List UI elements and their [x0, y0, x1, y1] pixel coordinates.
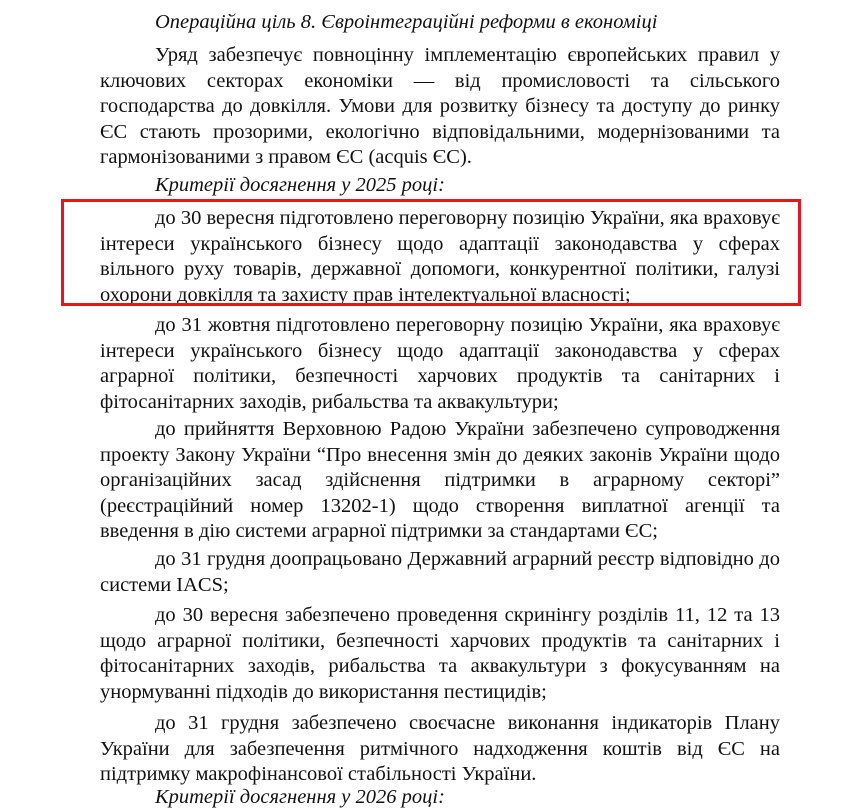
criterion-item: до 31 грудня доопрацьовано Державний аграрний реєстр відповідно до системи IACS;	[100, 548, 780, 596]
goal-heading: Операційна ціль 8. Євроінтеграційні реформи в економіці	[155, 11, 658, 33]
criterion-item: до 30 вересня підготовлено переговорну позицію України, яка враховує інтереси українського бізнесу щодо адаптації законодавства у сферах вільного руху товарів, державної допомоги, конкурентної політики, галузі охорони довкілля та захисту прав інтелектуальної власності;	[100, 207, 780, 306]
criterion-item: до 30 вересня забезпечено проведення скринінгу розділів 11, 12 та 13 щодо аграрної політики, безпечності харчових продуктів та санітарних і фітосанітарних заходів, рибальства та аквакультури з фокусуванням на унормуванні підходів до використання пестицидів;	[100, 604, 780, 703]
criteria-heading: Критерії досягнення у 2025 році:	[155, 174, 445, 196]
intro-paragraph: Уряд забезпечує повноцінну імплементацію європейських правил у ключових секторах економіки — від промисловості та сільського господарства до довкілля. Умови для розвитку бізнесу та доступу до ринку ЄС стають прозорими, екологічно відповідальними, модернізованими та гармонізованими з правом ЄС (acquis ЄС).	[100, 44, 780, 169]
criterion-item: до прийняття Верховною Радою України забезпечено супроводження проекту Закону України “Про внесення змін до деяких законів України щодо організаційних засад здійснення підтримки в аграрному секторі” (реєстраційний номер 13202-1) щодо створення виплатної агенції та введення в дію системи аграрної підтримки за стандартами ЄС;	[100, 418, 780, 543]
criterion-item: до 31 грудня забезпечено своєчасне виконання індикаторів Плану України для забезпечення ритмічного надходження коштів від ЄС на підтримку макрофінансової стабільності України.	[100, 712, 780, 786]
next-criteria-heading: Критерії досягнення у 2026 році:	[155, 786, 445, 808]
criterion-item: до 31 жовтня підготовлено переговорну позицію України, яка враховує інтереси українського бізнесу щодо адаптації законодавства у сферах аграрної політики, безпечності харчових продуктів та санітарних і фітосанітарних заходів, рибальства та аквакультури;	[100, 314, 780, 413]
